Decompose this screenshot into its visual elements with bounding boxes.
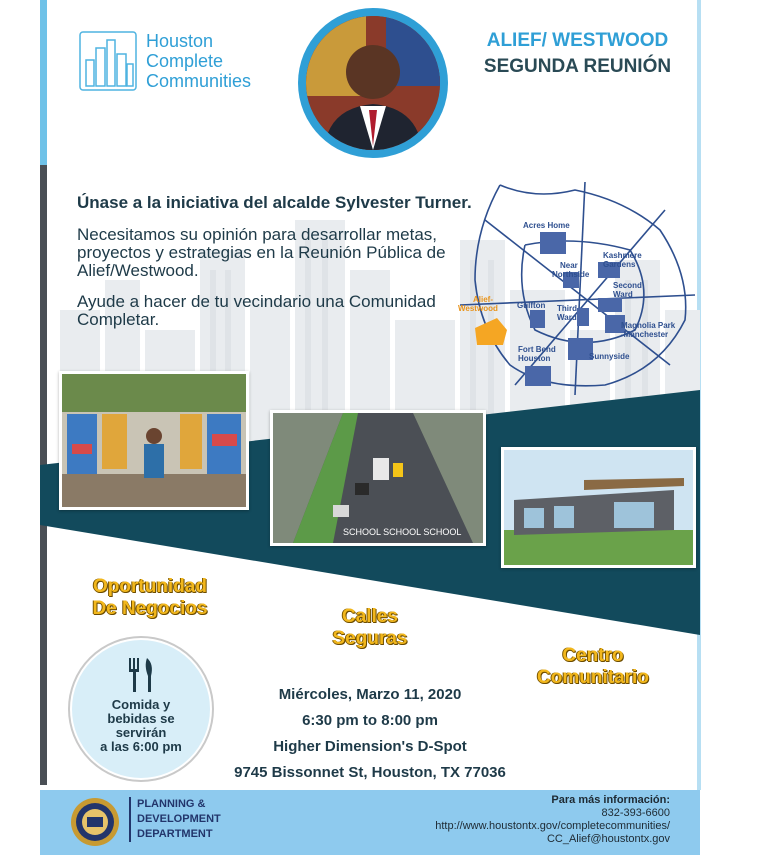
map-label-ward: Ward	[613, 290, 633, 299]
food-line: servirán	[115, 725, 167, 740]
logo-text	[146, 31, 251, 91]
street-marking-text: SCHOOL SCHOOL SCHOOL	[343, 527, 462, 537]
map-label-third: Third	[557, 304, 577, 313]
map-label-kashmere: Kashmere	[603, 251, 642, 260]
event-venue: Higher Dimension's D-Spot	[273, 738, 467, 755]
map-label-magnolia: Magnolia Park	[621, 321, 676, 330]
map-label-fort-bend: Fort Bend	[518, 345, 556, 354]
map-label-manchester: -Manchester	[621, 330, 669, 339]
topic-center-line: Centro	[562, 645, 624, 666]
event-address: 9745 Bissonnet St, Houston, TX 77036	[234, 764, 506, 781]
map-label-houston: Houston	[518, 354, 551, 363]
map-label-gulfton: Gulfton	[517, 301, 546, 310]
event-title-line2: SEGUNDA REUNIÓN	[483, 56, 672, 77]
topic-streets	[300, 606, 440, 650]
intro-paragraph-1: Necesitamos su opinión para desarrollar metas, proyectos y estrategias en la Reunión Pública de Alief/Westwood.	[77, 225, 446, 280]
website-link[interactable]: http://www.houstontx.gov/completecommunities/	[435, 820, 670, 832]
topic-streets-line: Seguras	[332, 628, 408, 649]
map-label-second: Second	[613, 281, 642, 290]
contact-info	[435, 794, 670, 846]
city-seal-icon	[70, 797, 120, 847]
phone-number: 832-393-6600	[601, 807, 670, 819]
food-line: bebidas se	[107, 711, 175, 726]
event-title-line1: ALIEF/ WESTWOOD	[486, 30, 669, 51]
topic-streets-line: Calles	[342, 606, 398, 627]
utensils-icon	[121, 654, 161, 694]
left-edge-stripe	[40, 0, 47, 165]
department-line: DEPARTMENT	[137, 828, 213, 840]
email-link[interactable]: CC_Alief@houstontx.gov	[546, 833, 670, 845]
topic-center-line: Comunitario	[537, 667, 649, 688]
food-line: Comida y	[111, 697, 171, 712]
info-label: Para más información:	[551, 794, 670, 806]
topic-business-line: Oportunidad	[93, 576, 207, 597]
topic-community-center	[513, 645, 673, 689]
houston-communities-map	[455, 180, 700, 395]
event-time: 6:30 pm to 8:00 pm	[302, 712, 438, 729]
map-label-alief: Alief-	[473, 295, 493, 304]
topic-business	[70, 576, 230, 620]
event-date: Miércoles, Marzo 11, 2020	[278, 686, 462, 703]
intro-paragraph-2: Ayude a hacer de tu vecindario una Comunidad Completar.	[77, 292, 436, 329]
street-photo	[270, 410, 486, 546]
map-label-gardens: Gardens	[603, 260, 636, 269]
department-line: PLANNING &	[137, 798, 206, 810]
mayor-photo	[306, 16, 440, 150]
food-line: a las 6:00 pm	[100, 739, 182, 754]
map-label-near: Near	[560, 261, 578, 270]
topic-business-line: De Negocios	[92, 598, 208, 619]
event-details	[215, 682, 525, 786]
food-text	[78, 698, 204, 754]
logo-line: Complete	[146, 51, 224, 71]
logo-line: Houston	[146, 31, 214, 51]
store-photo	[59, 371, 249, 510]
planning-department-label	[129, 797, 247, 842]
community-center-photo	[501, 447, 696, 568]
map-label-sunnyside: Sunnyside	[589, 352, 630, 361]
map-label-northside: Northside	[552, 270, 590, 279]
department-line: DEVELOPMENT	[137, 813, 221, 825]
intro-section	[77, 194, 487, 342]
map-label-third-ward: Ward	[557, 313, 577, 322]
logo-line: Communities	[146, 71, 252, 91]
map-label-westwood: Westwood	[458, 304, 498, 313]
map-label-acres-home: Acres Home	[523, 221, 570, 230]
intro-heading: Únase a la iniciativa del alcalde Sylvester Turner.	[77, 193, 472, 212]
